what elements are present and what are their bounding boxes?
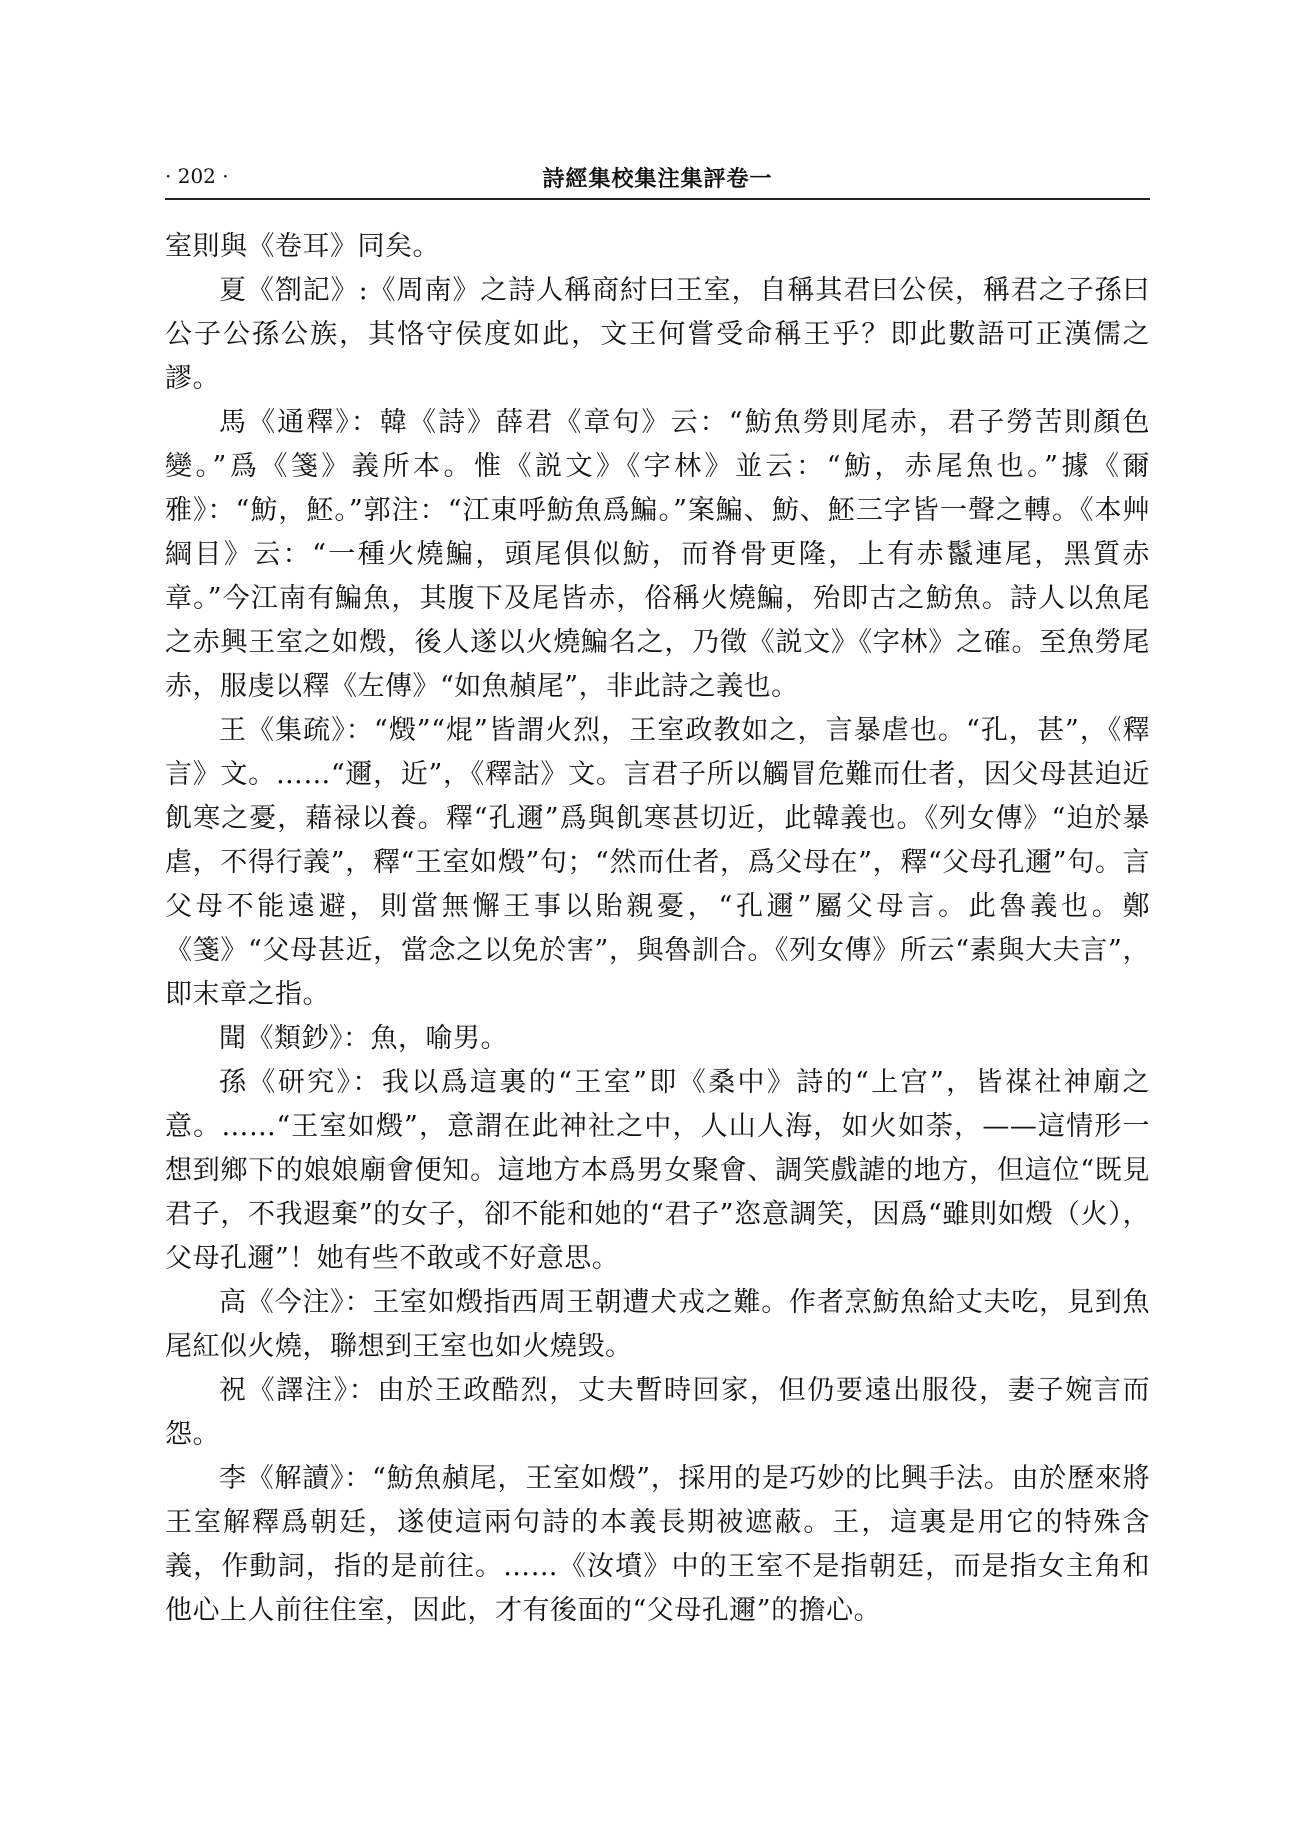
paragraph-sun-yanjiu: 孫《研究》：我以爲這裏的“王室”即《桑中》詩的“上宫”，皆禖社神廟之意。……“王室如燬”，意謂在此神社之中，人山人海，如火如荼，——這情形一想到鄉下的娘娘廟會便知。這地方本爲男女聚會、調笑戲謔的地方，但這位“既見君子，不我遐棄”的女子，卻不能和她的“君子”恣意調笑，因爲“雖則如燬（火），父母孔邇”！她有些不敢或不好意思。 [165, 1067, 1150, 1274]
paragraph-gao-jinzhu: 高《今注》：王室如燬指西周王朝遭犬戎之難。作者烹魴魚給丈夫吃，見到魚尾紅似火燒，聯想到王室也如火燒毁。 [165, 1287, 1150, 1362]
paragraph-ma-tongshi: 馬《通釋》：韓《詩》薛君《章句》云：“魴魚勞則尾赤，君子勞苦則顏色變。”爲《箋》義所本。惟《説文》《字林》並云：“魴，赤尾魚也。”據《爾雅》：“魴，魾。”郭注：“江東呼魴魚爲鯿。”案鯿、魴、魾三字皆一聲之轉。《本艸綱目》云：“一種火燒鯿，頭尾俱似魴，而脊骨更隆，上有赤鬣連尾，黑質赤章。”今江南有鯿魚，其腹下及尾皆赤，俗稱火燒鯿，殆即古之魴魚。詩人以魚尾之赤興王室之如燬，後人遂以火燒鯿名之，乃徵《説文》《字林》之確。至魚勞尾赤，服虔以釋《左傳》“如魚赬尾”，非此詩之義也。 [165, 407, 1150, 702]
paragraph-li-jiedu: 李《解讀》：“魴魚赬尾，王室如燬”，採用的是巧妙的比興手法。由於歷來將王室解釋爲朝廷，遂使這兩句詩的本義長期被遮蔽。王，這裏是用它的特殊含義，作動詞，指的是前往。……《汝墳》中的王室不是指朝廷，而是指女主角和他心上人前往住室，因此，才有後面的“父母孔邇”的擔心。 [165, 1463, 1150, 1626]
paragraph-continuation: 室則與《卷耳》同矣。 [165, 231, 440, 262]
running-title: 詩經集校集注集評卷一 [542, 166, 773, 192]
paragraph-wen-leichao: 聞《類鈔》：魚，喻男。 [219, 1023, 508, 1054]
page-header [165, 158, 1150, 200]
page-number: · 202 · [165, 164, 229, 188]
paragraph-zhu-yizhu: 祝《譯注》：由於王政酷烈，丈夫暫時回家，但仍要遠出服役，妻子婉言而怨。 [165, 1375, 1150, 1450]
body-text [165, 225, 1150, 1633]
paragraph-xia-zhaji: 夏《劄記》:《周南》之詩人稱商紂曰王室，自稱其君曰公侯，稱君之子孫曰公子公孫公族，其恪守侯度如此，文王何嘗受命稱王乎？即此數語可正漢儒之謬。 [165, 275, 1150, 394]
paragraph-wang-jishu: 王《集疏》：“燬”“焜”皆謂火烈，王室政教如之，言暴虐也。“孔，甚”，《釋言》文。……“邇，近”，《釋詁》文。言君子所以觸冒危難而仕者，因父母甚迫近飢寒之憂，藉禄以養。釋“孔邇”爲與飢寒甚切近，此韓義也。《列女傳》“迫於暴虐，不得行義”，釋“王室如燬”句；“然而仕者，爲父母在”，釋“父母孔邇”句。言父母不能遠避，則當無懈王事以貽親憂，“孔邇”屬父母言。此魯義也。鄭《箋》“父母甚近，當念之以免於害”，與魯訓合。《列女傳》所云“素與大夫言”，即末章之指。 [165, 715, 1150, 1010]
